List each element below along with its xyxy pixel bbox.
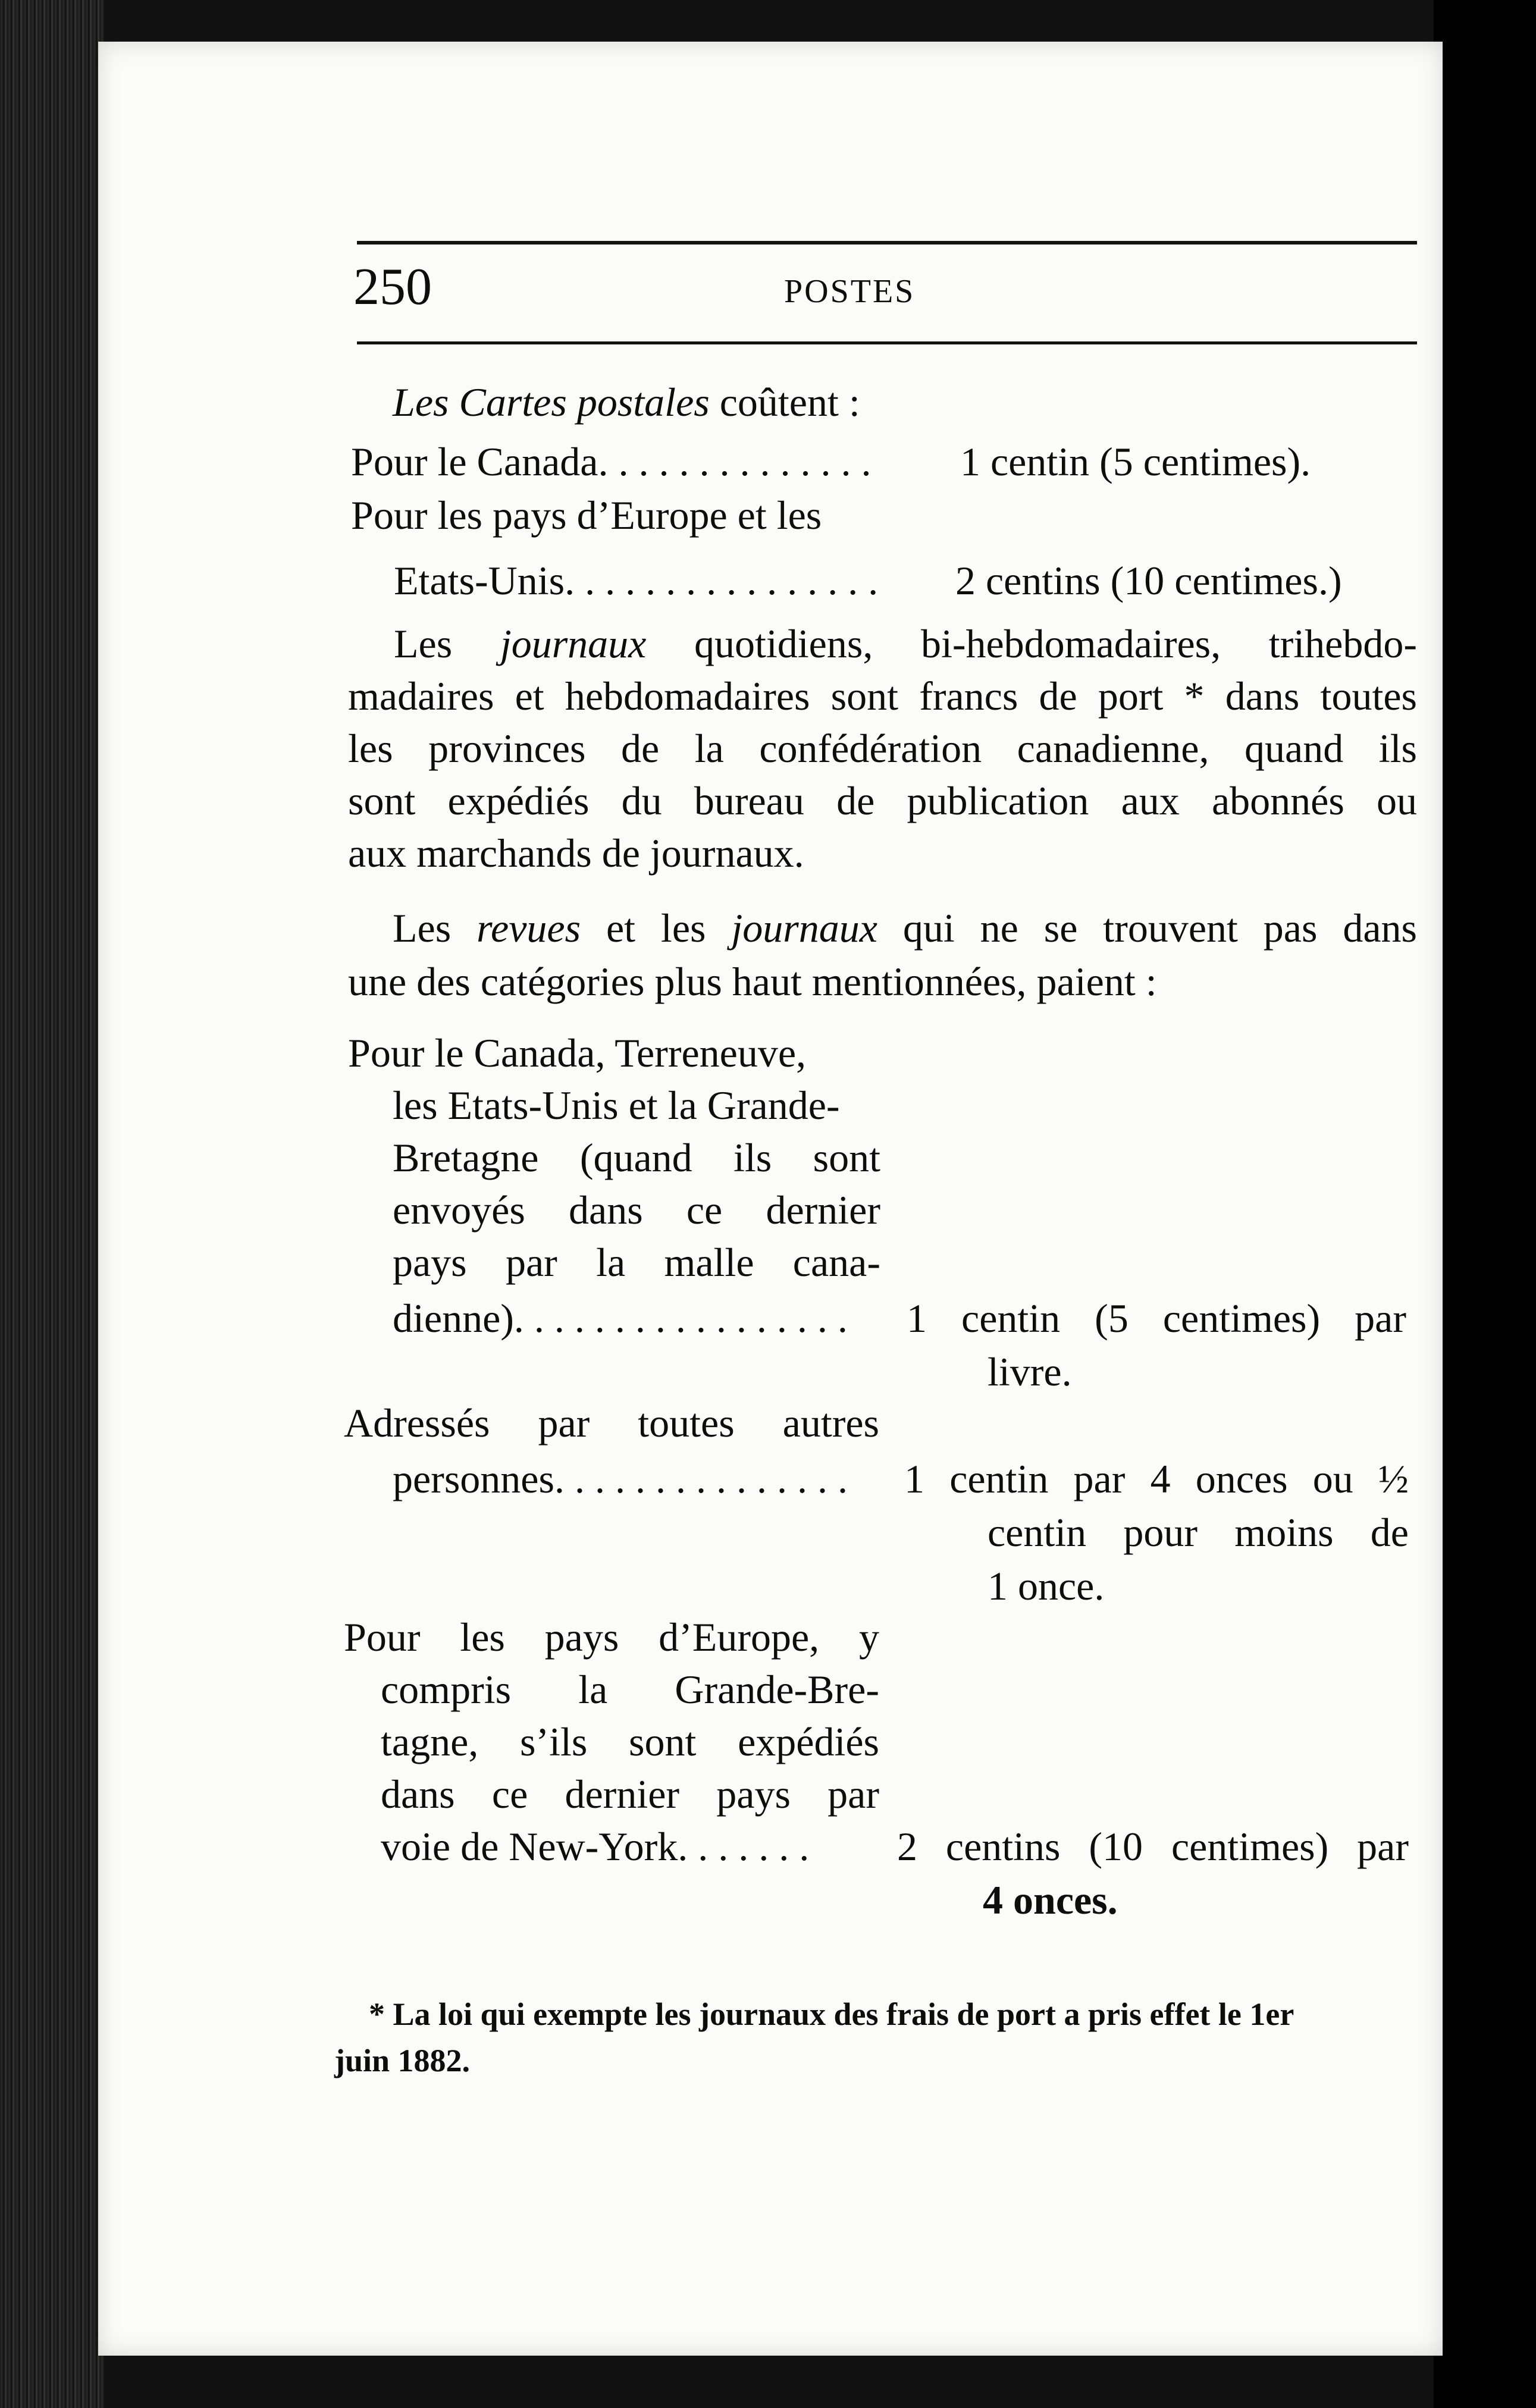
cards-europe-row <box>394 553 878 608</box>
leader-dots: . . . . . . . . . . . . . . . <box>554 1456 848 1501</box>
para2-text: et les <box>581 905 732 951</box>
scan-right-edge <box>1434 0 1536 2408</box>
cards-europe-price: 2 centins (10 centimes.) <box>955 558 1342 603</box>
rate1-label-5: pays par la malle cana- <box>393 1240 880 1285</box>
rate3-price-1: 2 centins (10 centimes) par <box>897 1824 1409 1869</box>
para1-text: quotidiens, bi-hebdomadaires, trihebdo- <box>646 621 1418 666</box>
cards-canada-price: 1 centin (5 centimes). <box>960 439 1311 484</box>
para1-text: Les <box>394 621 500 666</box>
para2-line-1 <box>393 901 1417 955</box>
rate1-price-2: livre. <box>988 1349 1072 1394</box>
cards-intro-italic: Les Cartes postales <box>393 380 710 425</box>
rate3-label-5: voie de New-York <box>381 1824 678 1869</box>
para2-text: Les <box>393 905 477 951</box>
rate1-label-2: les Etats-Unis et la Grande- <box>393 1083 840 1128</box>
rate3-label-5-row <box>381 1819 809 1874</box>
footnote-line-1: * La loi qui exempte les journaux des frais de port a pris effet le 1er <box>369 1996 1294 2032</box>
rate3-label-4: dans ce dernier pays par <box>381 1771 879 1817</box>
para1-italic: journaux <box>500 621 647 666</box>
rate3-label-1: Pour les pays d’Europe, y <box>344 1614 879 1660</box>
running-title: POSTES <box>784 273 916 310</box>
para1-line-2: madaires et hebdomadaires sont francs de port * dans toutes <box>348 673 1417 719</box>
rate1-label-6-row <box>393 1291 848 1346</box>
rate2-label-2: personnes <box>393 1456 554 1501</box>
page-number: 250 <box>353 258 432 316</box>
rate3-price-2: 4 onces. <box>983 1877 1118 1923</box>
para2-italic: journaux <box>731 905 877 951</box>
leader-dots: . . . . . . . . . . . . . . <box>598 439 872 484</box>
rate2-label-1: Adressés par toutes autres <box>344 1400 879 1446</box>
rate1-label-4: envoyés dans ce dernier <box>393 1187 880 1233</box>
cards-canada-label: Pour le Canada <box>351 439 598 484</box>
header-rule-bottom <box>357 341 1417 344</box>
cards-europe-label-2: Etats-Unis <box>394 558 565 603</box>
rate3-label-3: tagne, s’ils sont expédiés <box>381 1719 879 1764</box>
rate2-price-2: centin pour moins de <box>988 1510 1409 1555</box>
rate2-price-3: 1 once. <box>988 1563 1105 1609</box>
para1-line-4: sont expédiés du bureau de publication aux abonnés ou <box>348 778 1417 823</box>
scan-left-edge <box>0 0 104 2408</box>
rate1-label-3: Bretagne (quand ils sont <box>393 1135 880 1180</box>
rate1-label-6: dienne) <box>393 1296 514 1341</box>
rate1-price-1: 1 centin (5 centimes) par <box>907 1296 1406 1341</box>
header-rule-top <box>357 241 1417 244</box>
rate2-price-1: 1 centin par 4 onces ou ½ <box>904 1456 1409 1501</box>
footnote-line-2: juin 1882. <box>334 2043 471 2078</box>
para1-line-5: aux marchands de journaux. <box>348 830 804 876</box>
rate1-label-1: Pour le Canada, Terreneuve, <box>348 1030 807 1076</box>
cards-intro <box>393 375 860 429</box>
leader-dots: . . . . . . . <box>678 1824 810 1869</box>
leader-dots: . . . . . . . . . . . . . . . . . <box>513 1296 848 1341</box>
cards-europe-label-1: Pour les pays d’Europe et les <box>351 493 822 538</box>
para2-italic: revues <box>477 905 581 951</box>
cards-canada-row <box>351 434 871 489</box>
rate3-label-2: compris la Grande-Bre- <box>381 1667 879 1712</box>
leader-dots: . . . . . . . . . . . . . . . . <box>565 558 879 603</box>
para1-line-3: les provinces de la confédération canadienne, quand ils <box>348 726 1417 771</box>
cards-intro-rest: coûtent : <box>709 380 860 425</box>
para1-line-1 <box>394 616 1417 671</box>
para2-text: qui ne se trouvent pas dans <box>877 905 1417 951</box>
rate2-label-2-row <box>393 1451 848 1506</box>
para2-line-2: une des catégories plus haut mentionnées, paient : <box>348 959 1157 1004</box>
